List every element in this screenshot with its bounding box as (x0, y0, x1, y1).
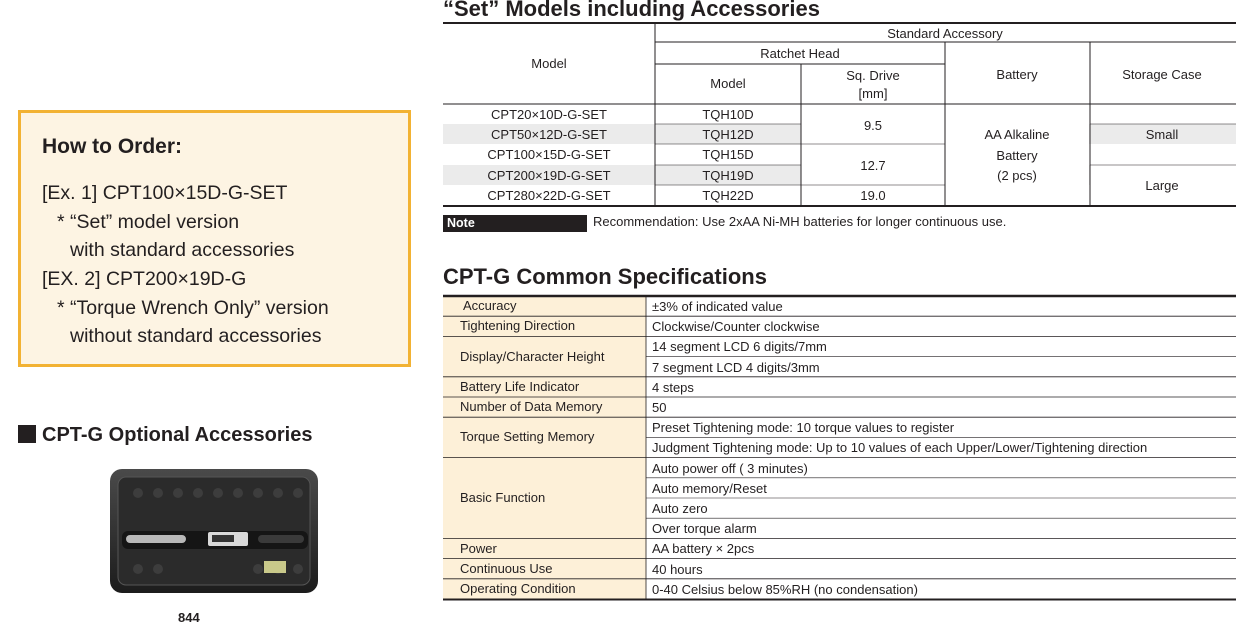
ratchet-head-cell: TQH10D (702, 107, 754, 122)
header-standard-accessory: Standard Accessory (887, 26, 1003, 41)
ratchet-head-cell: TQH19D (702, 168, 754, 183)
spec-value: Over torque alarm (652, 521, 757, 537)
set-model-cell: CPT280×22D-G-SET (487, 188, 611, 203)
spec-label: Number of Data Memory (460, 399, 603, 415)
set-models-heading: “Set” Models including Accessories (443, 0, 820, 21)
spec-label: Torque Setting Memory (460, 429, 595, 445)
sq-drive-cell: 19.0 (860, 188, 886, 203)
spec-value: 50 (652, 400, 667, 415)
storage-case-photo (108, 465, 320, 597)
square-bullet-icon (18, 425, 36, 443)
sq-drive-cell: 9.5 (863, 118, 883, 133)
optional-accessories-heading: CPT-G Optional Accessories (18, 424, 312, 447)
spec-value: AA battery × 2pcs (652, 541, 755, 557)
header-battery: Battery (996, 67, 1038, 82)
sq-drive-cell: 12.7 (860, 158, 886, 173)
ratchet-head-cell: TQH12D (702, 127, 754, 142)
spec-label: Operating Condition (460, 580, 576, 596)
page-number: 844 (178, 610, 200, 625)
spec-label: Accuracy (463, 298, 517, 314)
spec-label: Tightening Direction (460, 318, 576, 334)
storage-case-cell: Small (1145, 127, 1179, 142)
specifications-heading: CPT-G Common Specifications (443, 264, 767, 289)
ratchet-head-cell: TQH15D (702, 147, 754, 162)
spec-label: Display/Character Height (460, 348, 605, 364)
header-storage-case: Storage Case (1122, 67, 1202, 82)
order-example-1-note-2: with standard accessories (70, 239, 295, 261)
order-example-1: [Ex. 1] CPT100×15D-G-SET (42, 182, 288, 204)
spec-label: Basic Function (460, 490, 546, 505)
spec-value: Preset Tightening mode: 10 torque values to register (652, 420, 955, 436)
spec-value: Auto power off ( 3 minutes) (652, 460, 808, 476)
storage-case-cell: Large (1145, 178, 1179, 193)
specifications-table (443, 294, 1236, 600)
spec-label: Continuous Use (460, 560, 553, 576)
set-model-cell: CPT20×10D-G-SET (491, 107, 607, 122)
header-model: Model (531, 56, 567, 71)
note-label: Note (443, 215, 587, 232)
spec-label: Power (460, 540, 497, 556)
battery-cell: AA Alkaline (984, 127, 1050, 142)
order-example-2-note: * “Torque Wrench Only” version (57, 297, 329, 319)
ratchet-head-cell: TQH22D (702, 188, 754, 203)
set-model-cell: CPT100×15D-G-SET (487, 147, 611, 162)
set-model-cell: CPT200×19D-G-SET (487, 168, 611, 183)
how-to-order-box (18, 110, 411, 367)
how-to-order-title: How to Order: (42, 135, 182, 158)
header-sq-drive-unit: [mm] (858, 86, 888, 101)
header-sq-drive: Sq. Drive (846, 68, 900, 83)
order-example-1-note: * “Set” model version (57, 211, 240, 233)
spec-value: 0-40 Celsius below 85%RH (no condensation) (652, 581, 918, 597)
set-models-table (443, 22, 1236, 207)
order-example-2: [EX. 2] CPT200×19D-G (42, 268, 247, 290)
spec-value: Clockwise/Counter clockwise (652, 319, 820, 335)
order-example-2-note-2: without standard accessories (70, 325, 322, 347)
battery-cell: Battery (996, 148, 1038, 163)
header-ratchet-model: Model (710, 76, 746, 91)
set-model-cell: CPT50×12D-G-SET (491, 127, 607, 142)
header-ratchet-head: Ratchet Head (760, 46, 840, 61)
spec-value: 7 segment LCD 4 digits/3mm (652, 359, 820, 375)
note-text: Recommendation: Use 2xAA Ni-MH batteries for longer continuous use. (593, 214, 1007, 229)
spec-value: Auto memory/Reset (652, 480, 767, 496)
spec-value: Judgment Tightening mode: Up to 10 values of each Upper/Lower/Tightening direction (652, 440, 1148, 456)
spec-value: 14 segment LCD 6 digits/7mm (652, 339, 827, 355)
spec-value: 4 steps (652, 379, 694, 395)
spec-value: 40 hours (652, 561, 703, 577)
spec-value: Auto zero (652, 501, 708, 516)
battery-cell: (2 pcs) (997, 168, 1037, 183)
spec-label: Battery Life Indicator (460, 378, 580, 394)
spec-value: ±3% of indicated value (652, 299, 783, 314)
